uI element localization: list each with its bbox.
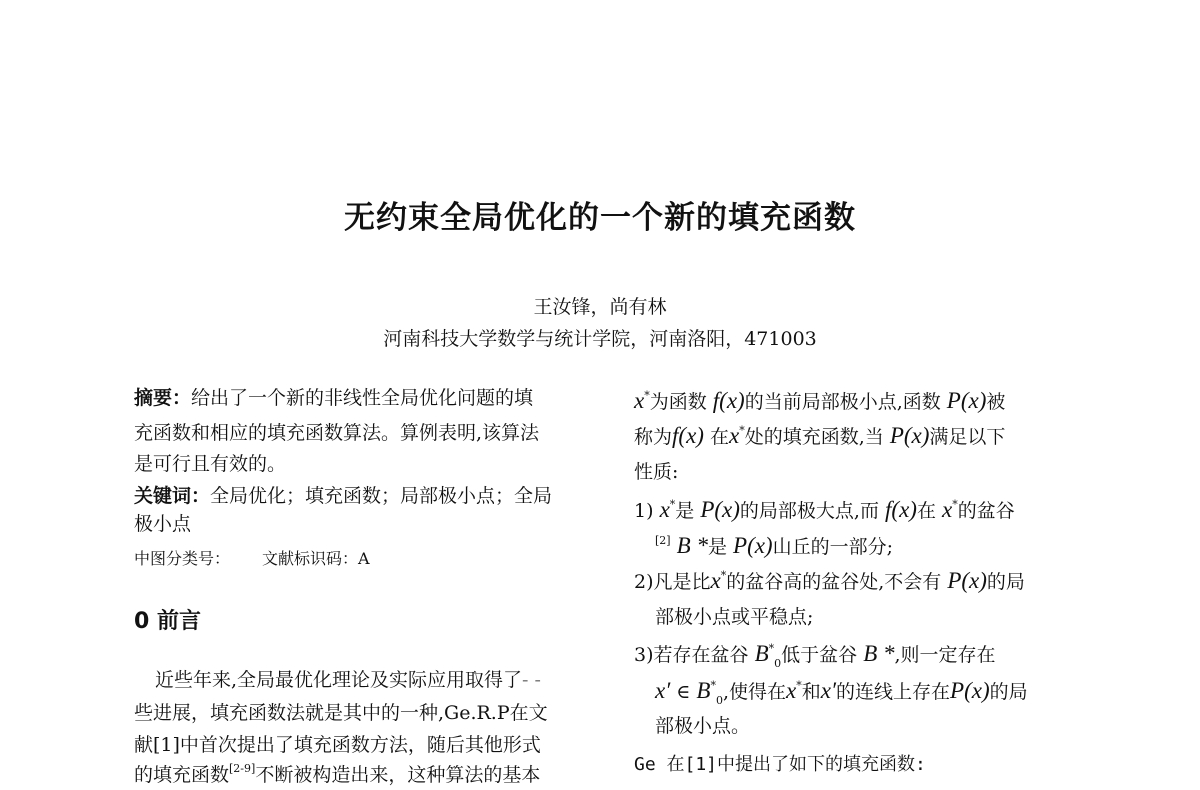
citation: [2] [655, 534, 671, 547]
property-2-line-2: 部极小点或平稳点; [655, 606, 814, 628]
right-line-2: 称为f(x) 在x*处的填充函数,当 P(x)满足以下 [634, 423, 1006, 448]
clc-label: 中图分类号： [134, 549, 231, 568]
abstract-line-2: 充函数和相应的填充函数算法。算例表明,该算法 [134, 422, 540, 444]
body-line-2: 些进展，填充函数法就是其中的一种,Ge.R.P在文 [134, 702, 548, 724]
property-3-line-3: 部极小点。 [655, 715, 751, 737]
keywords-label: 关键词： [134, 485, 211, 507]
affiliation: 河南科技大学数学与统计学院，河南洛阳，471003 [383, 328, 817, 350]
keywords-line-2: 极小点 [134, 513, 192, 535]
paper-title: 无约束全局优化的一个新的填充函数 [344, 200, 856, 236]
abstract-label: 摘要： [134, 387, 192, 409]
property-1-line-1: 1) x*是 P(x)的局部极大点,而 f(x)在 x*的盆谷 [634, 497, 1015, 522]
citation: [2-9] [229, 762, 256, 775]
authors: 王汝锋，尚有林 [533, 296, 667, 318]
right-line-1: x*为函数 f(x)的当前局部极小点,函数 P(x)被 [634, 388, 1006, 413]
property-3-line-1: 3)若存在盆谷 $B^*_0$低于盆谷 B *,则一定存在 [634, 641, 996, 670]
right-line-3: 性质: [634, 461, 679, 483]
abstract-line-1: 摘要：给出了一个新的非线性全局优化问题的填 [134, 387, 534, 409]
property-2-line-1: 2)凡是比x*的盆谷高的盆谷处,不会有 P(x)的局 [634, 568, 1025, 593]
abstract-line-3: 是可行且有效的。 [134, 453, 287, 475]
property-3-line-2: x′ ∈ $B^*_0$,使得在x*和x′的连线上存在P(x)的局 [655, 678, 1028, 707]
body-line-4: 的填充函数[2-9]不断被构造出来，这种算法的基本 [134, 762, 541, 786]
section-heading: 0 前言 [134, 609, 201, 634]
doc-code: 文献标识码：A [262, 549, 370, 568]
body-line-3: 献[1]中首次提出了填充函数方法，随后其他形式 [134, 734, 541, 756]
ge-filled-function-intro: Ge 在[1]中提出了如下的填充函数: [634, 754, 926, 775]
body-line-1: 近些年来,全局最优化理论及实际应用取得了- - [155, 669, 541, 691]
keywords-line-1: 关键词：全局优化；填充函数；局部极小点；全局 [134, 485, 553, 507]
property-1-line-2: [2] B *是 P(x)山丘的一部分; [655, 533, 893, 558]
